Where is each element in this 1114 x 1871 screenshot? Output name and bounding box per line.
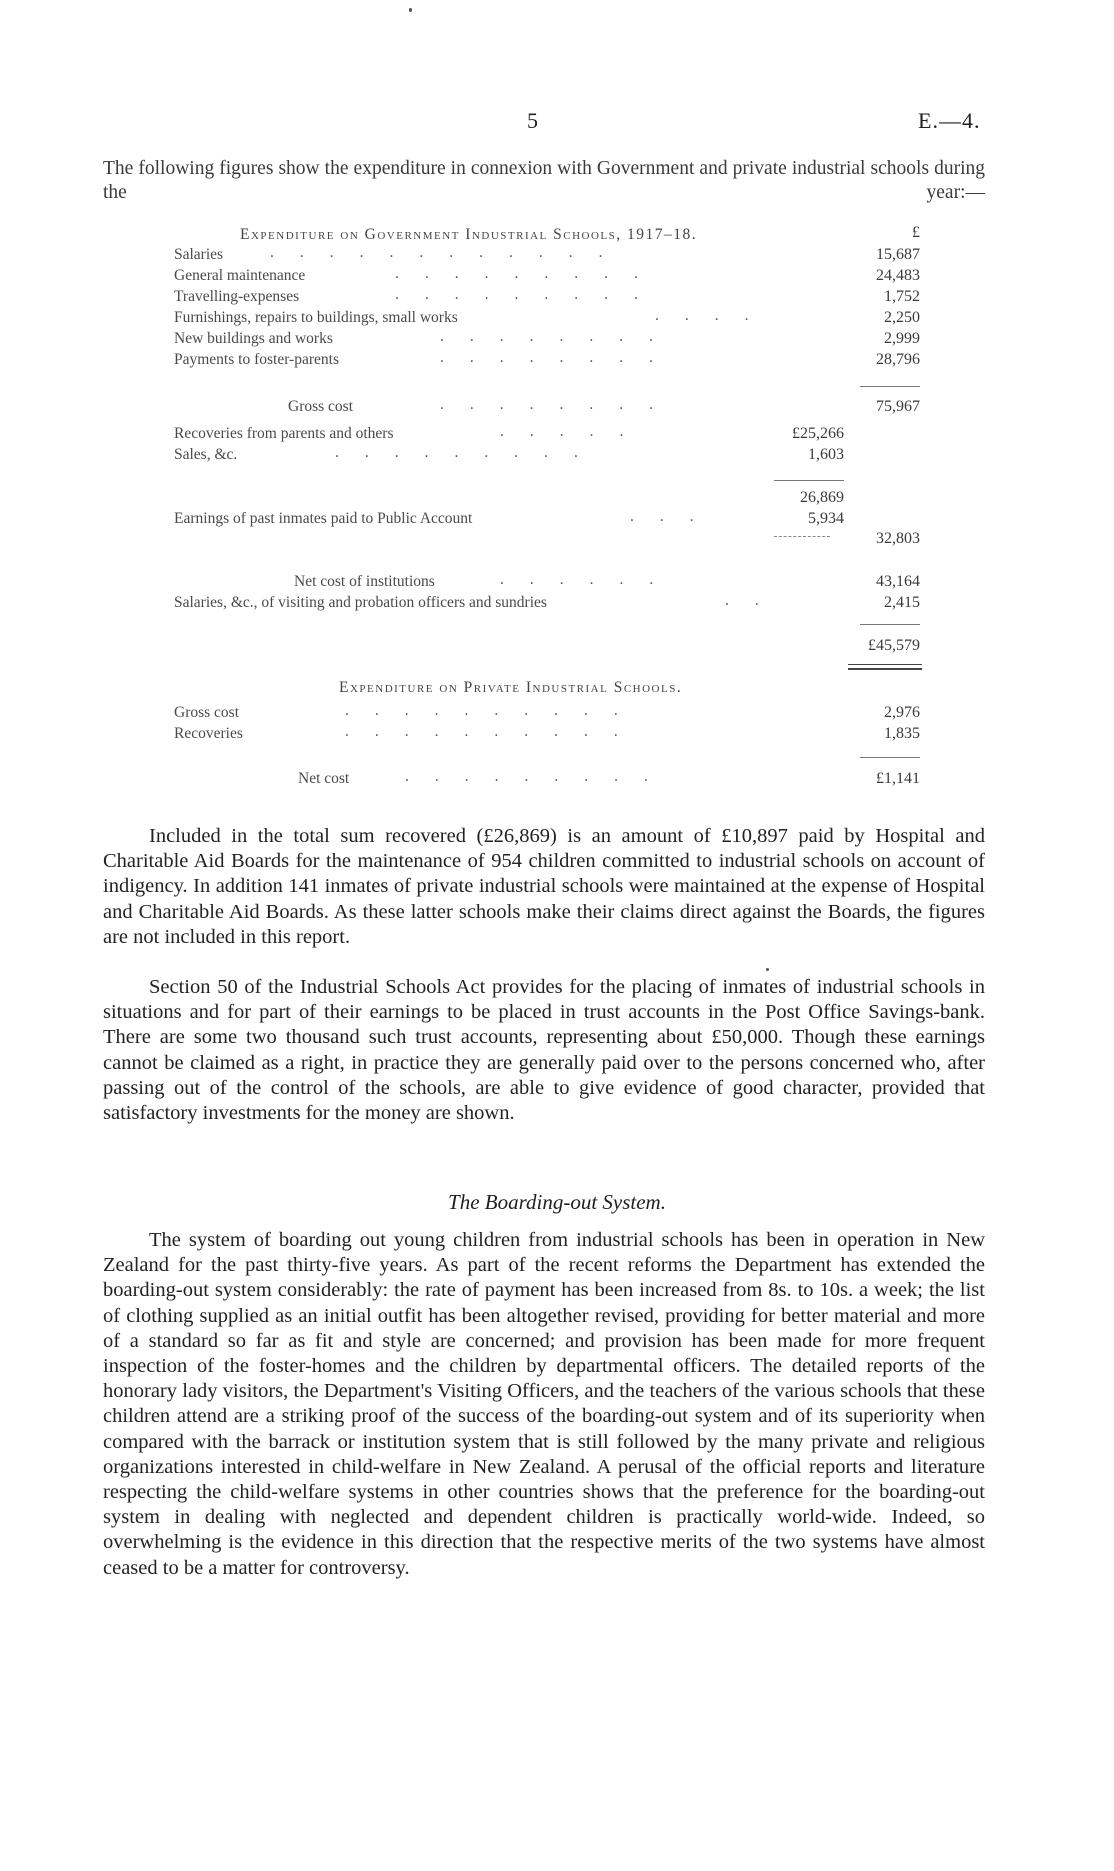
dot-leader: ........ xyxy=(440,396,679,413)
table-row-value: 24,483 xyxy=(876,267,920,284)
total-rule xyxy=(860,624,920,625)
table-row-label: Furnishings, repairs to buildings, small works xyxy=(174,309,458,326)
subtotal-rule xyxy=(860,757,920,758)
dot-leader: ...... xyxy=(500,571,680,588)
dot-leader: ........ xyxy=(440,328,679,345)
dot-leader: ............ xyxy=(270,244,629,261)
recoveries-label: Recoveries from parents and others xyxy=(174,425,394,442)
dot-leader: ......... xyxy=(395,265,664,282)
double-rule xyxy=(848,664,922,670)
earnings-value: 5,934 xyxy=(808,510,844,527)
dot-leader: .... xyxy=(655,307,775,324)
dot-leader: ..... xyxy=(500,423,650,440)
paragraph-boarding-out: The system of boarding out young children from industrial schools has been in operation in New Zealand for the past thirty-five years. As part of the recent reforms the Department has extended the boarding-out system considerably: the rate of payment has been increased from 8s. to 10s. a week; the list of clothing supplied as an initial outfit has been altogether revised, providing for better material and more of a standard so far as fit and style are concerned; and provision has been made for more frequent inspection of the foster-homes and the children by departmental officers. The detailed reports of the honorary lady visitors, the Department's Visiting Officers, and the teachers of the various schools that these children attend are a striking proof of the success of the boarding-out system and of its superiority when compared with the barrack or institution system that is still followed by the many private and religious organizations interested in child-welfare in New Zealand. A perusal of the official reports and literature respecting the child-welfare systems in other countries shows that the preference for the boarding-out system in dealing with neglected and dependent children is practically world-wide. Indeed, so overwhelming is the evidence in this direction that the respective merits of the two systems have almost ceased to be a matter for controversy. xyxy=(103,1229,985,1579)
sales-value: 1,603 xyxy=(808,446,844,463)
table-row-label: Gross cost xyxy=(174,704,240,721)
net-cost-label: Net cost of institutions xyxy=(294,573,435,590)
private-table-heading: Expenditure on Private Industrial Schools. xyxy=(339,679,683,696)
visiting-officers-value: 2,415 xyxy=(884,594,920,611)
currency-column-header: £ xyxy=(912,224,920,241)
table-row-value: 2,999 xyxy=(884,330,920,347)
subtotal-rule xyxy=(860,386,920,387)
net-cost-label: Net cost xyxy=(298,770,350,787)
recoveries-rule xyxy=(774,480,844,481)
page-header xyxy=(0,108,1114,138)
table-row-value: 2,250 xyxy=(884,309,920,326)
dot-leader: .......... xyxy=(345,702,644,719)
table-row-label: Recoveries xyxy=(174,725,243,742)
dot-leader: ......... xyxy=(395,286,664,303)
grand-total: £45,579 xyxy=(868,637,920,654)
dot-leader: ......... xyxy=(405,768,674,785)
table-row-label: General maintenance xyxy=(174,267,306,284)
dot-leader: ... xyxy=(630,508,720,525)
table-row-value: 1,752 xyxy=(884,288,920,305)
recoveries-value: £25,266 xyxy=(792,425,844,442)
print-speck xyxy=(766,968,769,971)
table-row-value: 15,687 xyxy=(876,246,920,263)
table-row-label: Salaries xyxy=(174,246,224,263)
visiting-officers-label: Salaries, &c., of visiting and probation officers and sundries xyxy=(174,594,547,611)
net-cost-value: £1,141 xyxy=(876,770,920,787)
page-number: 5 xyxy=(527,108,538,133)
table-row-label: Payments to foster-parents xyxy=(174,351,339,368)
dot-leader: .. xyxy=(725,592,785,609)
intro-text: The following figures show the expenditure in connexion with Government and private industrial schools during the year:— xyxy=(103,158,985,203)
document-reference: E.—4. xyxy=(918,108,981,133)
recoveries-total: 32,803 xyxy=(876,530,920,547)
table-row-label: New buildings and works xyxy=(174,330,333,347)
gross-cost-value: 75,967 xyxy=(876,398,920,415)
net-cost-value: 43,164 xyxy=(876,573,920,590)
paragraph-recoveries: Included in the total sum recovered (£26,869) is an amount of £10,897 paid by Hospital and Charitable Aid Boards for the maintenance of 954 children committed to industrial schools on account of indigency. In addition 141 inmates of private industrial schools were maintained at the expense of Hospital and Charitable Aid Boards. As these latter schools make their claims direct against the Boards, the figures are not included in this report. xyxy=(103,825,985,948)
government-table-heading: Expenditure on Government Industrial Schools, 1917–18. xyxy=(240,226,698,243)
paragraph-trust-accounts: Section 50 of the Industrial Schools Act provides for the placing of inmates of industrial schools in situations and for part of their earnings to be placed in trust accounts in the Post Office Savings-bank. There are some two thousand such trust accounts, representing about £50,000. Though these earnings cannot be claimed as a right, in practice they are generally paid over to the persons concerned who, after passing out of the control of the schools, are able to give evidence of good character, provided that satisfactory investments for the money are shown. xyxy=(103,976,985,1125)
recoveries-subtotal: 26,869 xyxy=(800,489,844,506)
gross-cost-label: Gross cost xyxy=(288,398,354,415)
table-row-label: Travelling-expenses xyxy=(174,288,300,305)
dot-leader: ......... xyxy=(335,444,604,461)
table-row-value: 28,796 xyxy=(876,351,920,368)
sales-label: Sales, &c. xyxy=(174,446,238,463)
earnings-label: Earnings of past inmates paid to Public Account xyxy=(174,510,473,527)
section-title: The Boarding-out System. xyxy=(448,1190,666,1214)
table-row-value: 1,835 xyxy=(884,725,920,742)
print-speck xyxy=(409,8,412,12)
table-row-value: 2,976 xyxy=(884,704,920,721)
dot-leader: .......... xyxy=(345,723,644,740)
dot-leader: ........ xyxy=(440,349,679,366)
